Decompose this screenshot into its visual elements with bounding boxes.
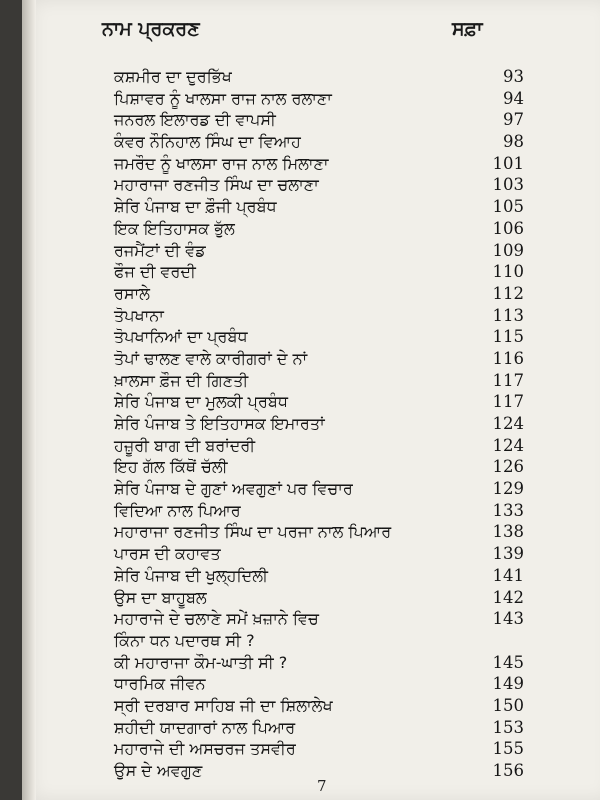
toc-page-number: 155 xyxy=(492,739,524,759)
toc-title: ਫੌਜ ਦੀ ਵਰਦੀ xyxy=(114,262,196,282)
toc-title: ਸ੍ਰੀ ਦਰਬਾਰ ਸਾਹਿਬ ਜੀ ਦਾ ਸ਼ਿਲਾਲੇਖ xyxy=(114,695,333,715)
toc-title: ਧਾਰਮਿਕ ਜੀਵਨ xyxy=(114,674,206,694)
toc-page-number: 153 xyxy=(492,717,524,737)
toc-title: ਕੰਵਰ ਨੌਨਿਹਾਲ ਸਿੰਘ ਦਾ ਵਿਆਹ xyxy=(114,132,301,152)
toc-title: ਵਿਦਿਆ ਨਾਲ ਪਿਆਰ xyxy=(114,500,241,520)
toc-row xyxy=(114,717,524,739)
toc-page-number: 116 xyxy=(492,348,524,368)
toc-page-number: 98 xyxy=(503,132,524,152)
toc-title: ਰਸਾਲੇ xyxy=(114,283,150,303)
book-gutter xyxy=(22,0,36,800)
toc-page-number: 150 xyxy=(492,695,524,715)
toc-title: ਸ਼ੇਰਿ ਪੰਜਾਬ ਤੇ ਇਤਿਹਾਸਕ ਇਮਾਰਤਾਂ xyxy=(114,414,325,433)
toc-row xyxy=(114,565,524,587)
toc-page-number: 94 xyxy=(503,88,524,108)
toc-title: ਕਿੰਨਾ ਧਨ ਪਦਾਰਥ ਸੀ ? xyxy=(114,630,255,650)
toc-title: ਤੋਪਾਂ ਢਾਲਣ ਵਾਲੇ ਕਾਰੀਗਰਾਂ ਦੇ ਨਾਂ xyxy=(114,348,308,368)
toc-row xyxy=(114,109,524,131)
toc-title: ਮਹਾਰਾਜਾ ਰਣਜੀਤ ਸਿੰਘ ਦਾ ਚਲਾਣਾ xyxy=(114,175,319,195)
toc-row xyxy=(114,218,524,240)
toc-page-number: 103 xyxy=(492,175,524,195)
toc-page-number: 126 xyxy=(492,457,524,477)
toc-title: ਰਜਮੈਂਟਾਂ ਦੀ ਵੰਡ xyxy=(114,240,206,260)
page-number: 7 xyxy=(317,777,327,795)
toc-page-number: 93 xyxy=(503,67,524,86)
toc-row xyxy=(114,88,524,110)
toc-title: ਤੋਪਖਾਨਿਆਂ ਦਾ ਪ੍ਰਬੰਧ xyxy=(114,327,248,347)
toc-title: ਖ਼ਾਲਸਾ ਫ਼ੌਜ ਦੀ ਗਿਣਤੀ xyxy=(114,370,249,390)
book-page xyxy=(22,0,600,800)
toc-page-number: 101 xyxy=(492,153,524,173)
toc-row xyxy=(114,131,524,153)
toc-page-number: 133 xyxy=(492,500,524,520)
toc-row xyxy=(114,738,524,760)
page-column-heading: ਸਫ਼ਾ xyxy=(452,18,483,40)
toc-row xyxy=(114,391,524,413)
toc-row xyxy=(114,153,524,175)
toc-title: ਤੋਪਖਾਨਾ xyxy=(114,305,164,325)
toc-title: ਸ਼ੇਰਿ ਪੰਜਾਬ ਦੇ ਗੁਣਾਂ ਅਵਗੁਣਾਂ ਪਰ ਵਿਚਾਰ xyxy=(114,479,353,499)
toc-row xyxy=(114,435,524,457)
toc-page-number: 156 xyxy=(492,761,524,780)
toc-row xyxy=(114,652,524,674)
toc-title: ਪਾਰਸ ਦੀ ਕਹਾਵਤ xyxy=(114,544,221,564)
toc-row xyxy=(114,326,524,348)
toc-page-number: 110 xyxy=(492,262,524,282)
toc-row xyxy=(114,521,524,543)
toc-page-number: 106 xyxy=(492,218,524,238)
toc-row xyxy=(114,196,524,218)
toc-row xyxy=(114,283,524,305)
toc-row xyxy=(114,413,524,435)
toc-row xyxy=(114,587,524,609)
toc-page-number: 117 xyxy=(492,370,524,390)
toc-row xyxy=(114,261,524,283)
toc-row xyxy=(114,305,524,327)
toc-row xyxy=(114,630,524,652)
toc-row xyxy=(114,543,524,565)
toc-title: ਸ਼ੇਰਿ ਪੰਜਾਬ ਦਾ ਮੁਲਕੀ ਪ੍ਰਬੰਧ xyxy=(114,392,288,412)
toc-page-number: 113 xyxy=(492,305,524,325)
toc-row xyxy=(114,348,524,370)
toc-title: ਸ਼ੇਰਿ ਪੰਜਾਬ ਦਾ ਫ਼ੌਜੀ ਪ੍ਰਬੰਧ xyxy=(114,197,277,217)
toc-row xyxy=(114,478,524,500)
toc-page-number: 145 xyxy=(492,652,524,672)
toc-page-number: 109 xyxy=(492,240,524,260)
toc-row xyxy=(114,370,524,392)
toc-row xyxy=(114,695,524,717)
toc-page-number: 115 xyxy=(492,327,524,347)
toc-title: ਇਹ ਗੱਲ ਕਿੱਥੋਂ ਚੱਲੀ xyxy=(114,457,228,477)
toc-title: ਮਹਾਰਾਜਾ ਰਣਜੀਤ ਸਿੰਘ ਦਾ ਪਰਜਾ ਨਾਲ ਪਿਆਰ xyxy=(114,522,392,542)
toc-title: ਉਸ ਦਾ ਬਾਹੂਬਲ xyxy=(114,587,207,607)
toc-title: ਮਹਾਰਾਜੇ ਦੇ ਚਲਾਣੇ ਸਮੇਂ ਖ਼ਜ਼ਾਨੇ ਵਿਚ xyxy=(114,609,319,629)
toc-page-number: 124 xyxy=(492,435,524,455)
contents-heading: ਨਾਮ ਪ੍ਰਕਰਣ xyxy=(102,18,200,40)
toc-page-number: 105 xyxy=(492,197,524,217)
toc-row xyxy=(114,456,524,478)
toc-page-number: 97 xyxy=(503,110,524,130)
toc-page-number: 117 xyxy=(492,392,524,412)
toc-title: ਪਿਸ਼ਾਵਰ ਨੂੰ ਖਾਲਸਾ ਰਾਜ ਨਾਲ ਰਲਾਣਾ xyxy=(114,88,332,108)
toc-title: ਹਜ਼ੂਰੀ ਬਾਗ ਦੀ ਬਰਾਂਦਰੀ xyxy=(114,435,256,455)
toc-page-number: 141 xyxy=(492,565,524,585)
toc-row xyxy=(114,500,524,522)
toc-title: ਇਕ ਇਤਿਹਾਸਕ ਭੁੱਲ xyxy=(114,218,235,238)
toc-page-number: 124 xyxy=(492,414,524,433)
table-of-contents xyxy=(114,66,524,782)
toc-title: ਜਨਰਲ ਇਲਾਰਡ ਦੀ ਵਾਪਸੀ xyxy=(114,110,276,130)
toc-row xyxy=(114,673,524,695)
toc-title: ਮਹਾਰਾਜੇ ਦੀ ਅਸਚਰਜ ਤਸਵੀਰ xyxy=(114,739,296,759)
toc-row xyxy=(114,66,524,88)
toc-page-number: 138 xyxy=(492,522,524,542)
toc-title: ਕਸ਼ਮੀਰ ਦਾ ਦੁਰਭਿੱਖ xyxy=(114,67,232,86)
toc-page-number: 129 xyxy=(492,479,524,499)
toc-row xyxy=(114,608,524,630)
toc-title: ਸ਼ਹੀਦੀ ਯਾਦਗਾਰਾਂ ਨਾਲ ਪਿਆਰ xyxy=(114,717,296,737)
toc-page-number: 142 xyxy=(492,587,524,607)
toc-page-number: 112 xyxy=(492,283,524,303)
toc-title: ਕੀ ਮਹਾਰਾਜਾ ਕੌਮ-ਘਾਤੀ ਸੀ ? xyxy=(114,652,288,672)
toc-page-number: 149 xyxy=(492,674,524,694)
toc-title: ਉਸ ਦੇ ਅਵਗੁਣ xyxy=(114,761,203,780)
toc-row xyxy=(114,240,524,262)
toc-row xyxy=(114,174,524,196)
toc-title: ਜਮਰੌਦ ਨੂੰ ਖਾਲਸਾ ਰਾਜ ਨਾਲ ਮਿਲਾਣਾ xyxy=(114,153,329,173)
toc-page-number: 139 xyxy=(492,544,524,564)
toc-title: ਸ਼ੇਰਿ ਪੰਜਾਬ ਦੀ ਖੁਲ੍ਹਦਿਲੀ xyxy=(114,565,268,585)
toc-page-number: 143 xyxy=(492,609,524,629)
